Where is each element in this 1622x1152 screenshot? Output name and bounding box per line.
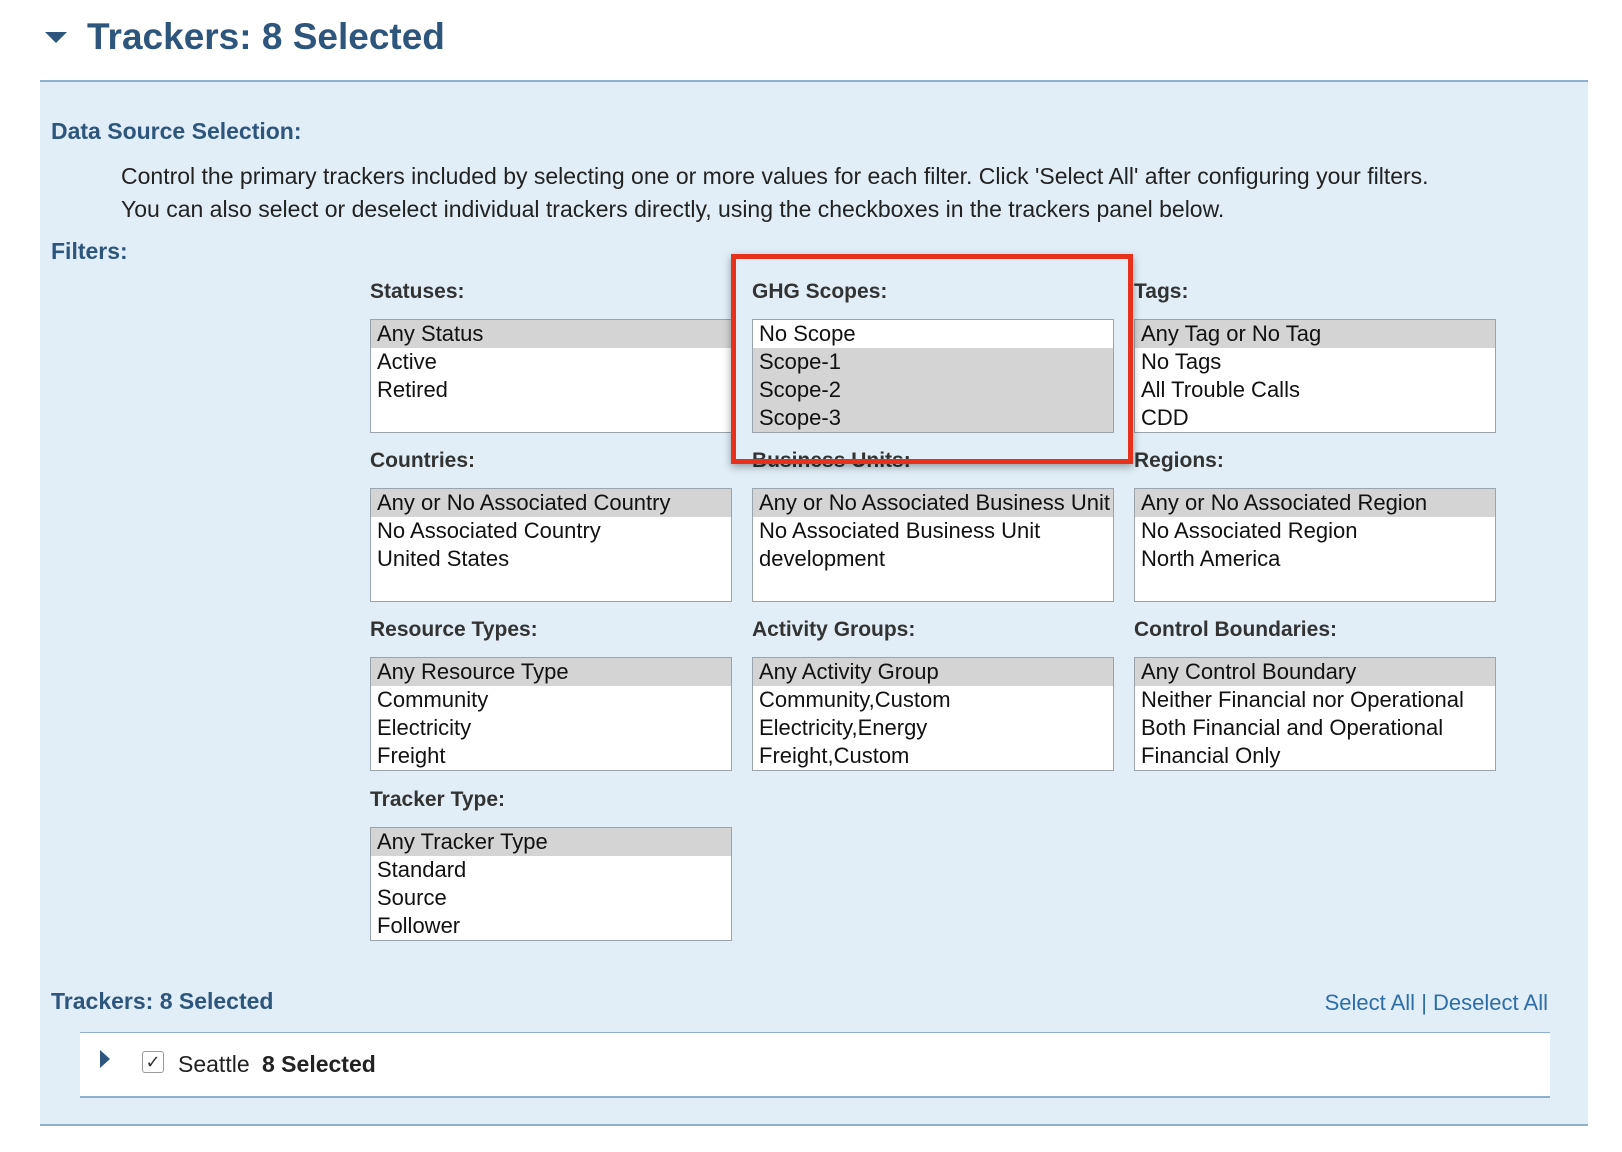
listbox-option[interactable]: development — [759, 546, 885, 571]
listbox-option[interactable]: Standard — [377, 857, 467, 882]
actions-separator: | — [1421, 990, 1427, 1015]
listbox-option[interactable]: Active — [377, 349, 437, 374]
description-line-1: Control the primary trackers included by selecting one or more values for each filter. Click 'Select All' after configuring your filters. — [121, 163, 1429, 189]
resource-types-listbox[interactable] — [370, 657, 732, 771]
control-boundaries-label: Control Boundaries: — [1134, 618, 1337, 641]
tags-listbox[interactable] — [1134, 319, 1496, 433]
deselect-all-link[interactable]: Deselect All — [1433, 990, 1548, 1015]
listbox-option[interactable]: Scope-1 — [753, 348, 1113, 376]
listbox-option[interactable]: Any or No Associated Region — [1135, 489, 1495, 517]
data-source-label: Data Source Selection: — [51, 118, 302, 144]
listbox-option[interactable]: No Associated Business Unit — [759, 518, 1041, 543]
ghg-scopes-label: GHG Scopes: — [752, 280, 888, 303]
listbox-option[interactable]: All Trouble Calls — [1141, 377, 1300, 402]
listbox-option[interactable]: Any Tracker Type — [371, 828, 731, 856]
listbox-option[interactable]: No Scope — [759, 321, 856, 346]
filters-label: Filters: — [51, 238, 128, 264]
listbox-option[interactable]: Freight — [377, 743, 446, 768]
data-source-description — [121, 160, 1561, 226]
page-title: Trackers: 8 Selected — [87, 16, 445, 57]
listbox-option[interactable]: Electricity — [377, 715, 472, 740]
control-boundaries-listbox[interactable] — [1134, 657, 1496, 771]
tracker-checkbox[interactable]: ✓ — [142, 1051, 164, 1073]
listbox-option[interactable]: Any or No Associated Country — [371, 489, 731, 517]
description-line-2: You can also select or deselect individual trackers directly, using the checkboxes in the trackers panel below. — [121, 196, 1225, 222]
listbox-option[interactable]: Source — [377, 885, 447, 910]
listbox-option[interactable]: Any Resource Type — [371, 658, 731, 686]
listbox-option[interactable]: Any Tag or No Tag — [1135, 320, 1495, 348]
listbox-option[interactable]: Follower — [377, 913, 461, 938]
listbox-option[interactable]: Any or No Associated Business Unit — [753, 489, 1113, 517]
tracker-type-listbox[interactable] — [370, 827, 732, 941]
listbox-option[interactable]: Any Activity Group — [753, 658, 1113, 686]
tracker-name: Seattle — [178, 1051, 250, 1077]
trackers-header[interactable] — [0, 0, 1622, 80]
business-units-label: Business Units: — [752, 449, 911, 472]
listbox-option[interactable]: Scope-3 — [753, 404, 1113, 432]
statuses-label: Statuses: — [370, 280, 465, 303]
trackers-panel — [40, 80, 1588, 1126]
listbox-option[interactable]: CDD — [1141, 405, 1189, 430]
regions-label: Regions: — [1134, 449, 1224, 472]
listbox-option[interactable]: Retired — [377, 377, 448, 402]
listbox-option[interactable]: Neither Financial nor Operational — [1141, 687, 1464, 712]
listbox-option[interactable]: Community — [377, 687, 489, 712]
statuses-listbox[interactable] — [370, 319, 732, 433]
activity-groups-listbox[interactable] — [752, 657, 1114, 771]
listbox-option[interactable]: Community,Custom — [759, 687, 951, 712]
regions-listbox[interactable] — [1134, 488, 1496, 602]
collapse-caret-icon[interactable] — [45, 32, 67, 43]
listbox-option[interactable]: No Associated Country — [377, 518, 601, 543]
tracker-type-label: Tracker Type: — [370, 788, 506, 811]
business-units-listbox[interactable] — [752, 488, 1114, 602]
countries-label: Countries: — [370, 449, 475, 472]
listbox-option[interactable]: Freight,Custom — [759, 743, 910, 768]
listbox-option[interactable]: Any Status — [371, 320, 731, 348]
tracker-row — [80, 1032, 1550, 1098]
listbox-option[interactable]: Scope-2 — [753, 376, 1113, 404]
ghg-scopes-highlight-box — [731, 254, 1133, 464]
listbox-option[interactable]: Financial Only — [1141, 743, 1281, 768]
selection-actions — [1325, 990, 1548, 1016]
tags-label: Tags: — [1134, 280, 1189, 303]
countries-listbox[interactable] — [370, 488, 732, 602]
listbox-option[interactable]: North America — [1141, 546, 1281, 571]
tracker-selected-count: 8 Selected — [262, 1051, 376, 1077]
activity-groups-label: Activity Groups: — [752, 618, 916, 641]
listbox-option[interactable]: Electricity,Energy — [759, 715, 928, 740]
select-all-link[interactable]: Select All — [1324, 990, 1416, 1015]
expand-caret-icon[interactable] — [100, 1050, 110, 1068]
trackers-selected-label: Trackers: 8 Selected — [51, 988, 274, 1014]
listbox-option[interactable]: Both Financial and Operational — [1141, 715, 1444, 740]
resource-types-label: Resource Types: — [370, 618, 538, 641]
listbox-option[interactable]: Any Control Boundary — [1135, 658, 1495, 686]
listbox-option[interactable]: United States — [377, 546, 510, 571]
listbox-option[interactable]: No Tags — [1141, 349, 1222, 374]
listbox-option[interactable]: No Associated Region — [1141, 518, 1358, 543]
